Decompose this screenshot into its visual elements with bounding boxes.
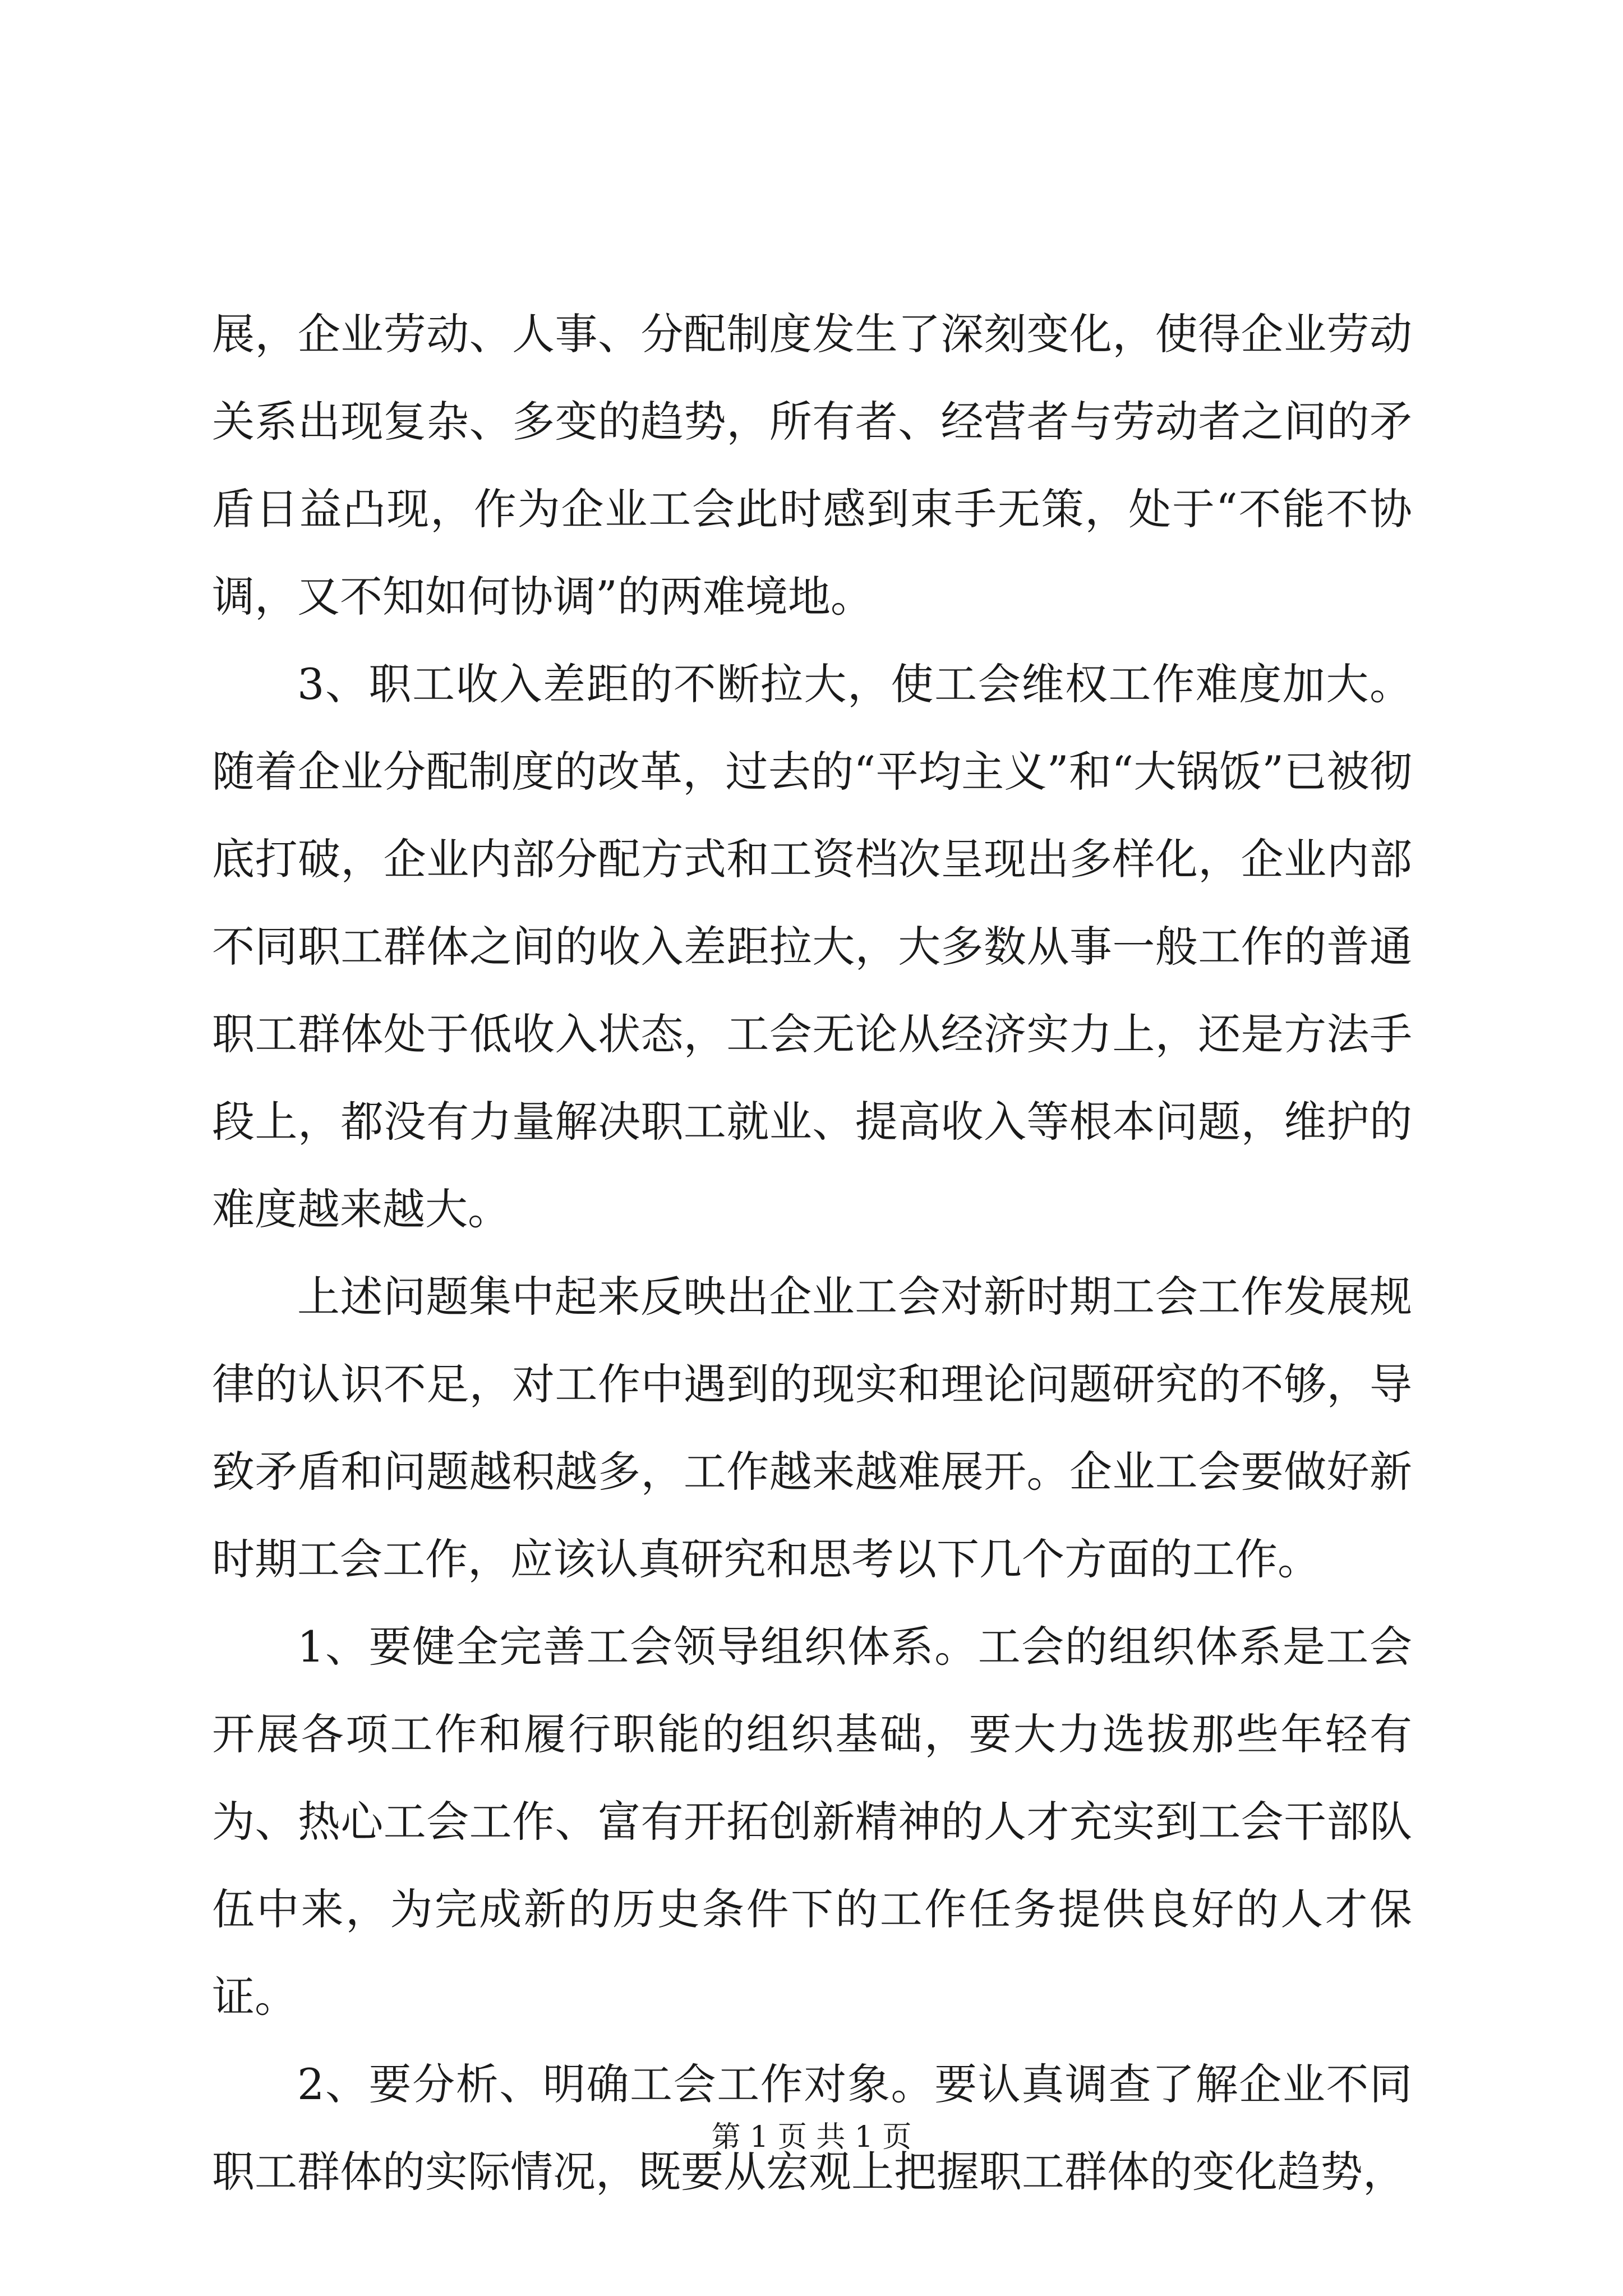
paragraph-2: 3、职工收入差距的不断拉大，使工会维权工作难度加大。随着企业分配制度的改革，过去的“平均主义”和“大锅饭”已被彻底打破，企业内部分配方式和工资档次呈现出多样化，企业内部不同职工群体之间的收入差距拉大，大多数从事一般工作的普通职工群体处于低收入状态，工会无论从经济实力上，还是方法手段上，都没有力量解决职工就业、提高收入等根本问题，维护的难度越来越大。 <box>212 659 1412 1234</box>
paragraph-3: 上述问题集中起来反映出企业工会对新时期工会工作发展规律的认识不足，对工作中遇到的现实和理论问题研究的不够，导致矛盾和问题越积越多，工作越来越难展开。企业工会要做好新时期工会工作，应该认真研究和思考以下几个方面的工作。 <box>212 1272 1412 1584</box>
page-footer <box>0 2115 1623 2160</box>
paragraph-1: 展，企业劳动、人事、分配制度发生了深刻变化，使得企业劳动关系出现复杂、多变的趋势，所有者、经营者与劳动者之间的矛盾日益凸现，作为企业工会此时感到束手无策，处于“不能不协调，又不知如何协调”的两难境地。 <box>212 309 1412 622</box>
document-body <box>212 291 1412 2216</box>
page-number-label: 第 1 页 共 1 页 <box>711 2120 912 2154</box>
paragraph-5: 2、要分析、明确工会工作对象。要认真调查了解企业不同职工群体的实际情况，既要从宏观上把握职工群体的变化趋势， <box>212 2059 1412 2197</box>
paragraph-4: 1、要健全完善工会领导组织体系。工会的组织体系是工会开展各项工作和履行职能的组织基础，要大力选拔那些年轻有为、热心工会工作、富有开拓创新精神的人才充实到工会干部队伍中来，为完成新的历史条件下的工作任务提供良好的人才保证。 <box>212 1622 1412 2022</box>
